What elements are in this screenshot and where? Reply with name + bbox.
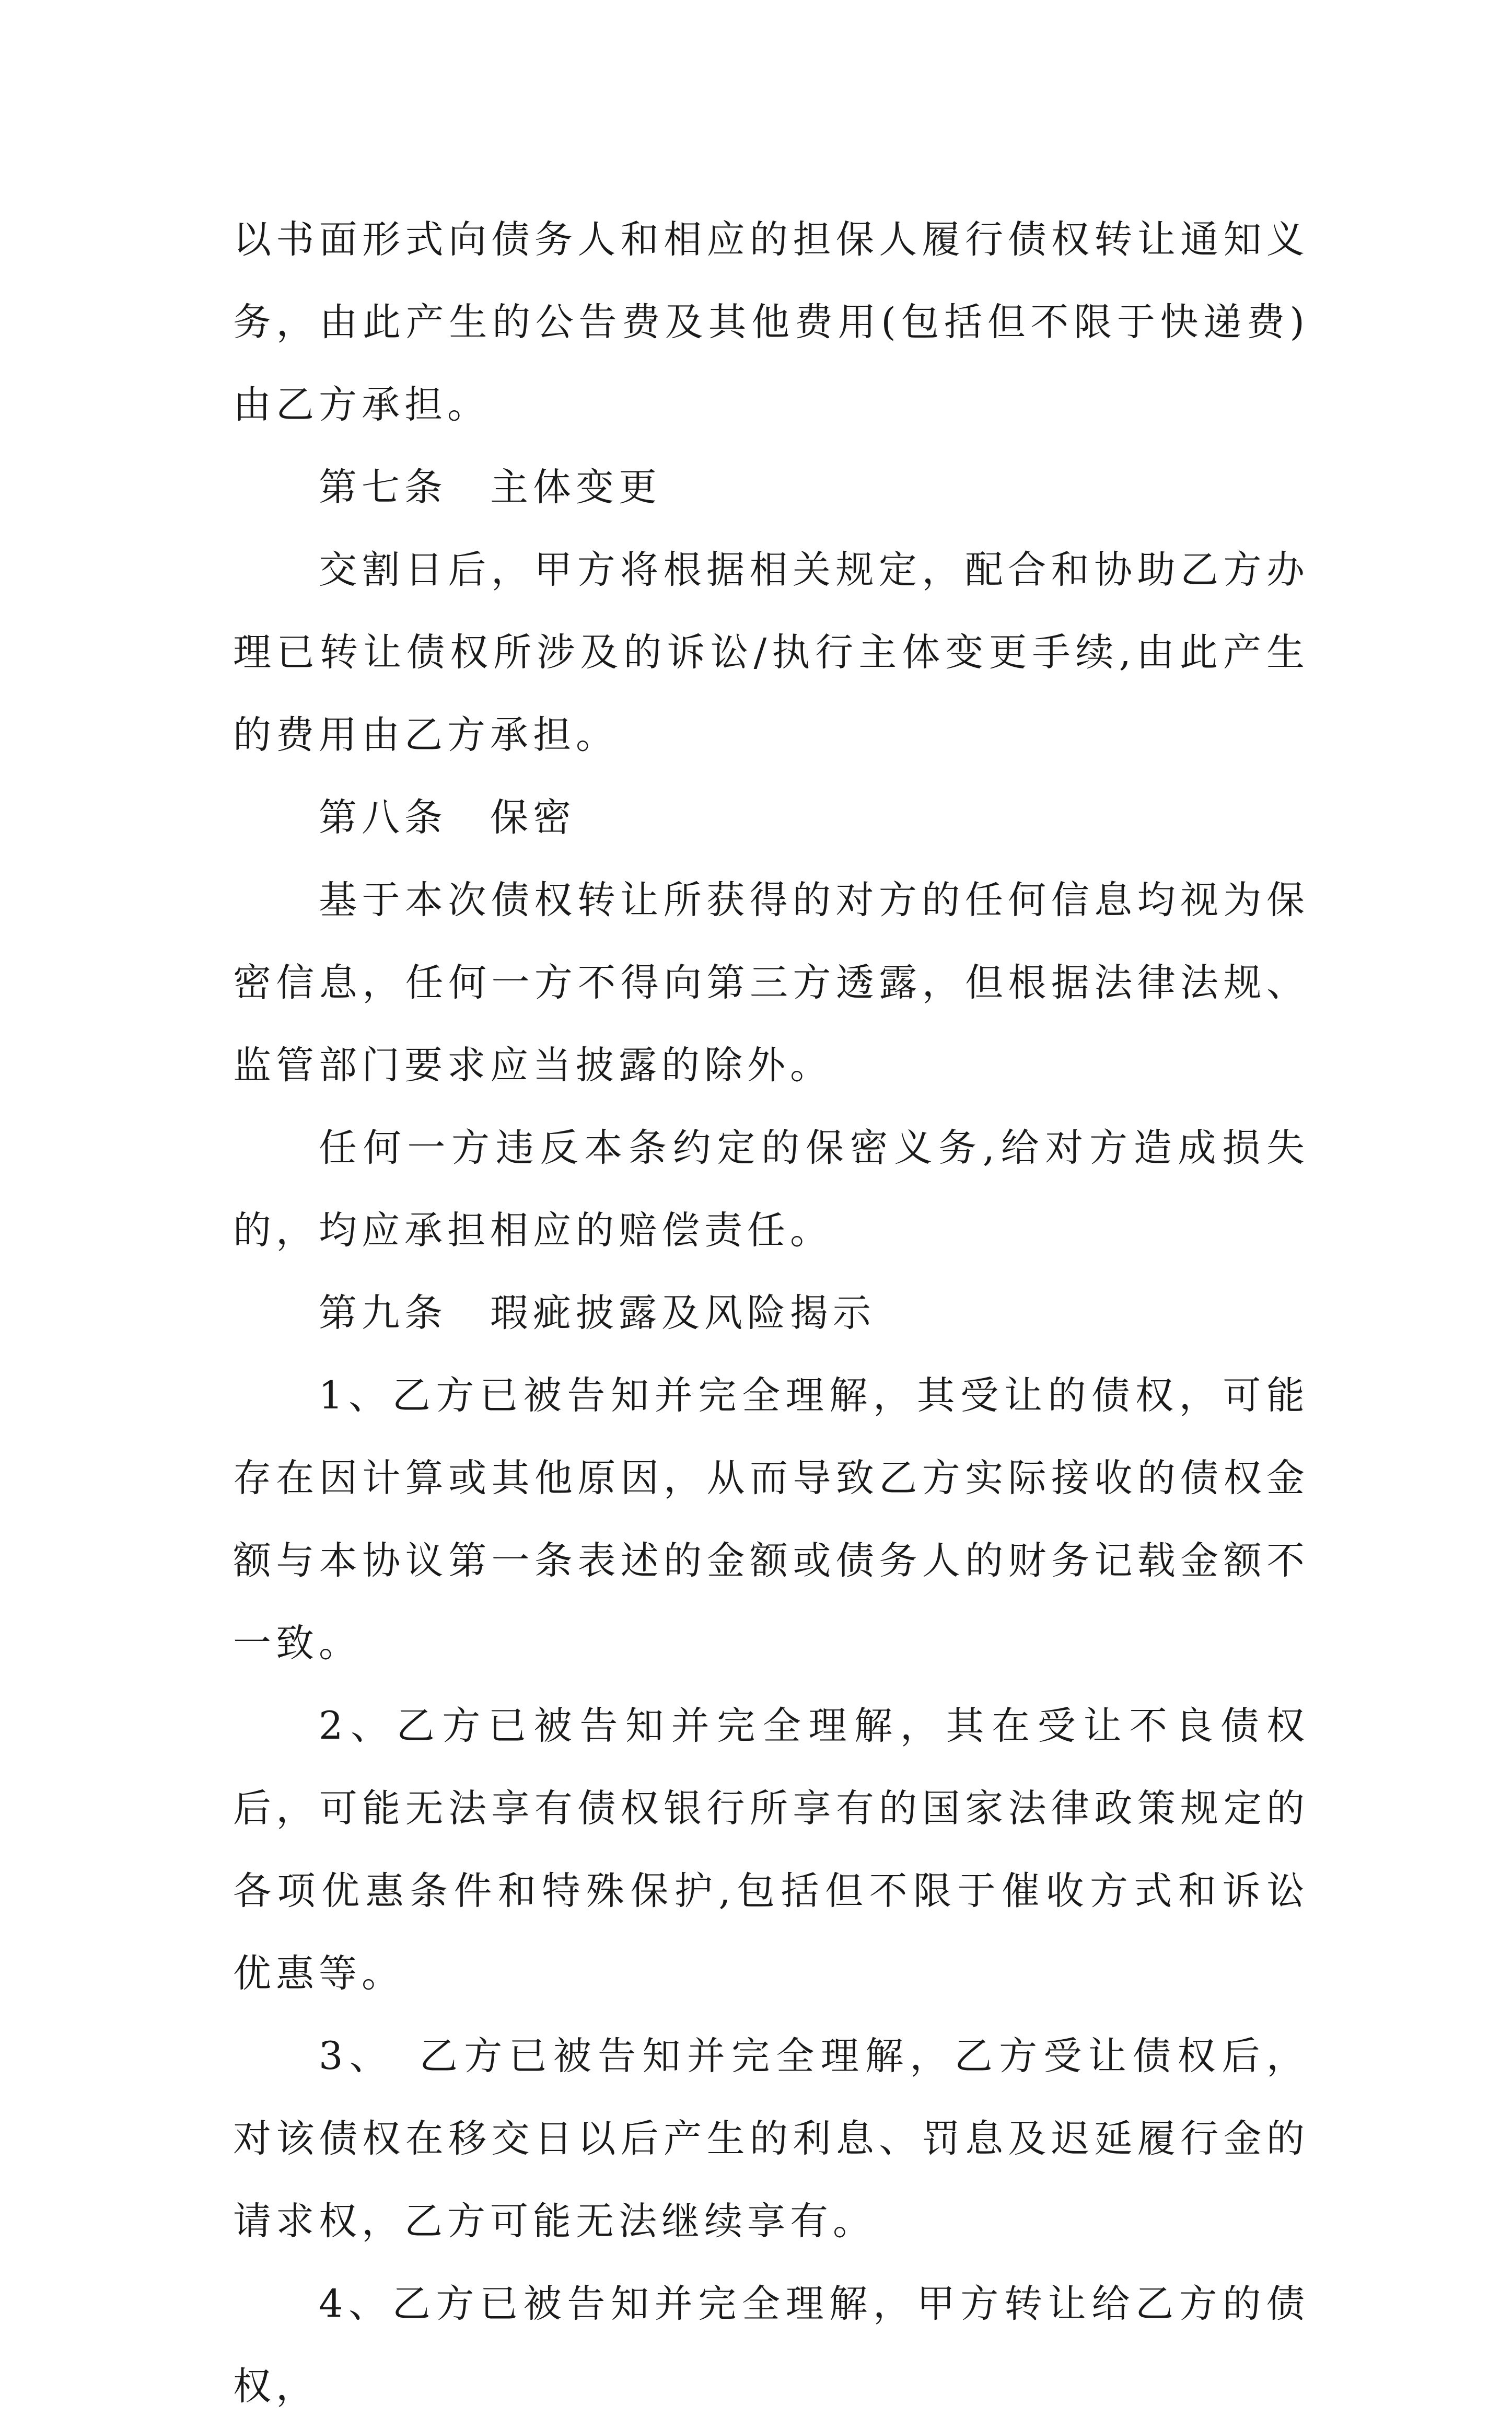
paragraph-risk-4: 4、乙方已被告知并完全理解，甲方转让给乙方的债权，	[233, 2282, 1309, 2409]
paragraph-risk-2: 2、乙方已被告知并完全理解，其在受让不良债权后，可能无法享有债权银行所享有的国家法律政策规定的各项优惠条件和特殊保护,包括但不限于催收方式和诉讼优惠等。	[233, 1704, 1309, 1996]
paragraph-confidential-info: 基于本次债权转让所获得的对方的任何信息均视为保密信息，任何一方不得向第三方透露，但根据法律法规、监管部门要求应当披露的除外。	[233, 878, 1309, 1088]
document-body	[233, 199, 1309, 2428]
paragraph-risk-3: 3、 乙方已被告知并完全理解，乙方受让债权后，对该债权在移交日以后产生的利息、罚息及迟延履行金的请求权，乙方可能无法继续享有。	[233, 2034, 1309, 2244]
article-8-heading: 第八条 保密	[319, 795, 576, 840]
paragraph-risk-1: 1、乙方已被告知并完全理解，其受让的债权，可能存在因计算或其他原因，从而导致乙方实际接收的债权金额与本协议第一条表述的金额或债务人的财务记载金额不一致。	[233, 1373, 1309, 1666]
paragraph-notice-obligation: 以书面形式向债务人和相应的担保人履行债权转让通知义务，由此产生的公告费及其他费用(包括但不限于快递费)由乙方承担。	[233, 217, 1309, 427]
paragraph-confidential-breach: 任何一方违反本条约定的保密义务,给对方造成损失的，均应承担相应的赔偿责任。	[233, 1126, 1309, 1253]
article-7-heading: 第七条 主体变更	[319, 465, 661, 510]
paragraph-subject-change: 交割日后，甲方将根据相关规定，配合和协助乙方办理已转让债权所涉及的诉讼/执行主体变更手续,由此产生的费用由乙方承担。	[233, 548, 1309, 757]
article-9-heading: 第九条 瑕疵披露及风险揭示	[319, 1291, 876, 1335]
